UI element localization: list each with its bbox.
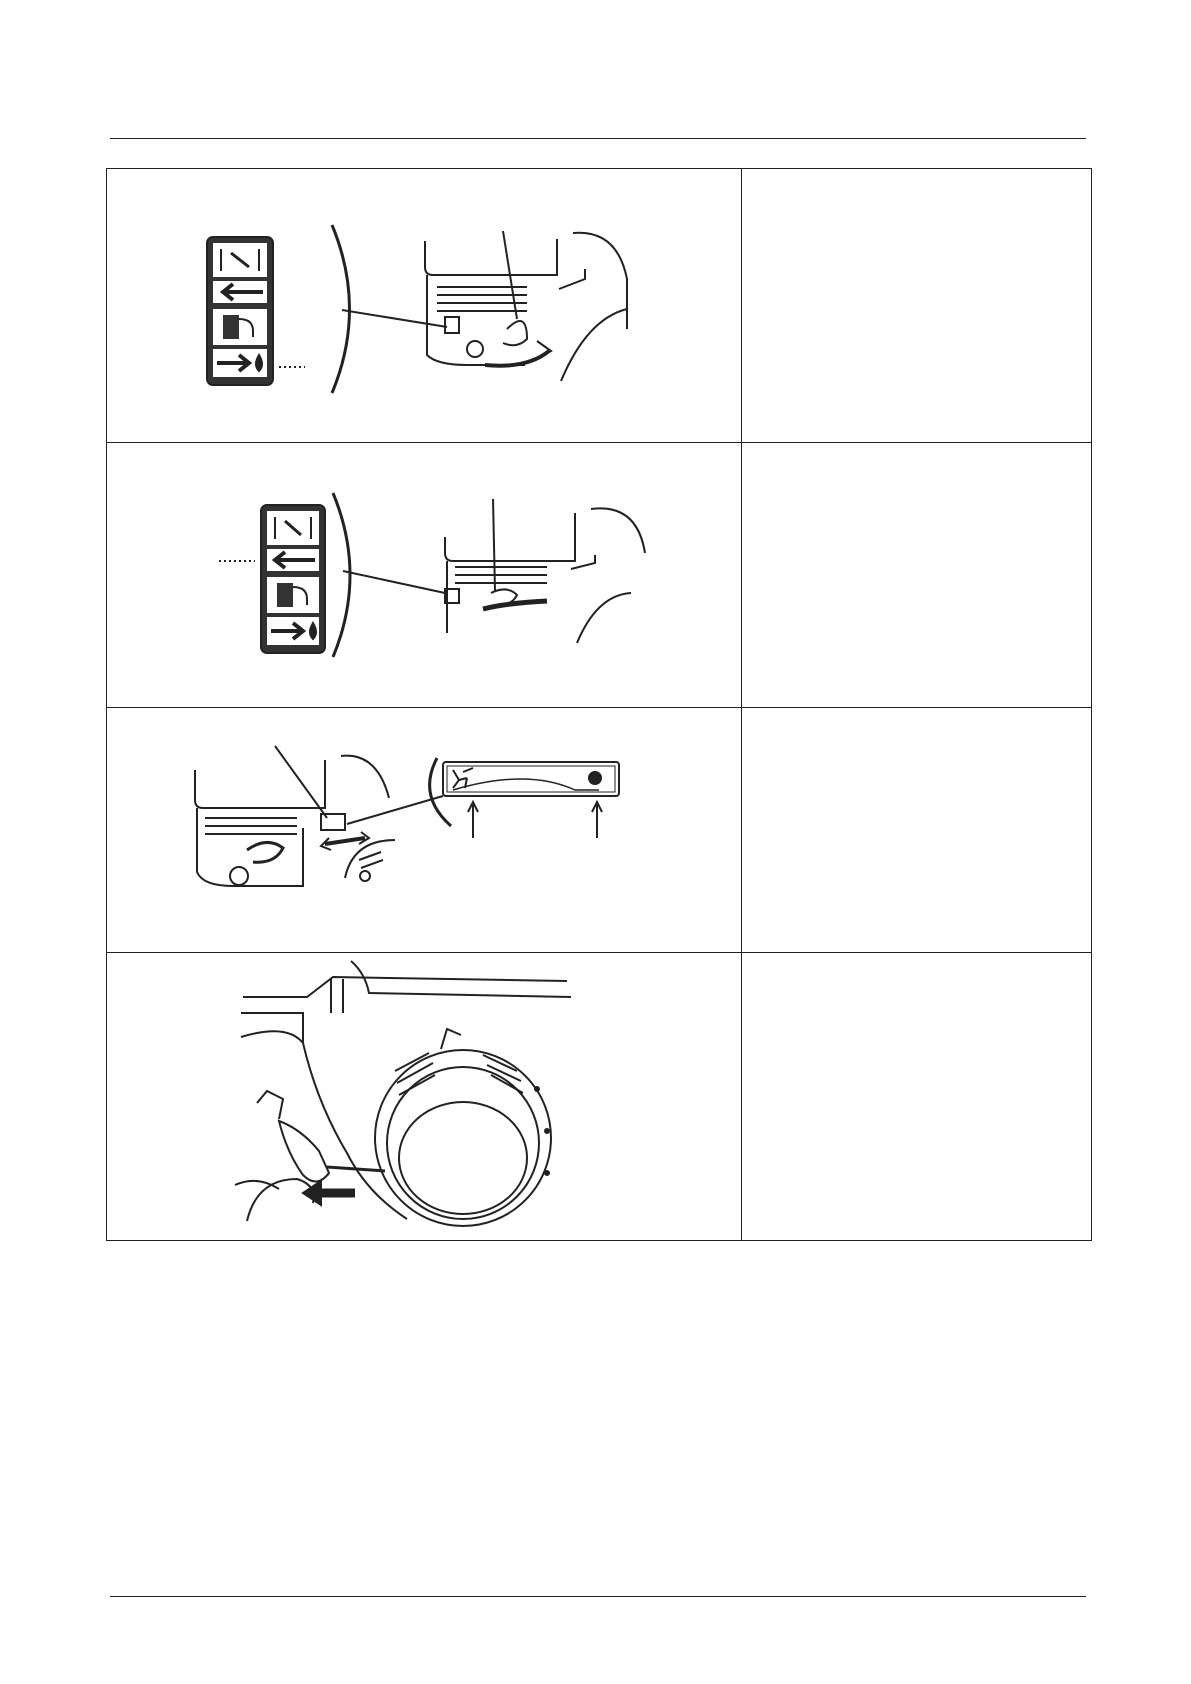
step-4-figure-cell	[107, 953, 742, 1241]
step-1-figure-cell	[107, 169, 742, 443]
fuel-valve-closed-illustration	[107, 443, 741, 707]
fuel-valve-open-illustration	[107, 169, 741, 442]
instruction-steps-table	[106, 168, 1092, 1241]
step-3-text-cell	[742, 708, 1092, 953]
step-4-text-cell	[742, 953, 1092, 1241]
fuel-decal-icon	[261, 505, 325, 653]
step-row-2	[107, 443, 1092, 708]
header-rule	[110, 138, 1086, 139]
step-row-1	[107, 169, 1092, 443]
step-3-figure-cell	[107, 708, 742, 953]
throttle-lever-illustration	[107, 708, 741, 952]
step-row-3	[107, 708, 1092, 953]
step-row-4	[107, 953, 1092, 1241]
footer-rule	[110, 1596, 1086, 1597]
throttle-decal-icon	[443, 762, 619, 796]
recoil-starter-illustration	[107, 953, 741, 1240]
fuel-decal-icon	[207, 237, 273, 385]
step-1-text-cell	[742, 169, 1092, 443]
step-2-text-cell	[742, 443, 1092, 708]
step-2-figure-cell	[107, 443, 742, 708]
